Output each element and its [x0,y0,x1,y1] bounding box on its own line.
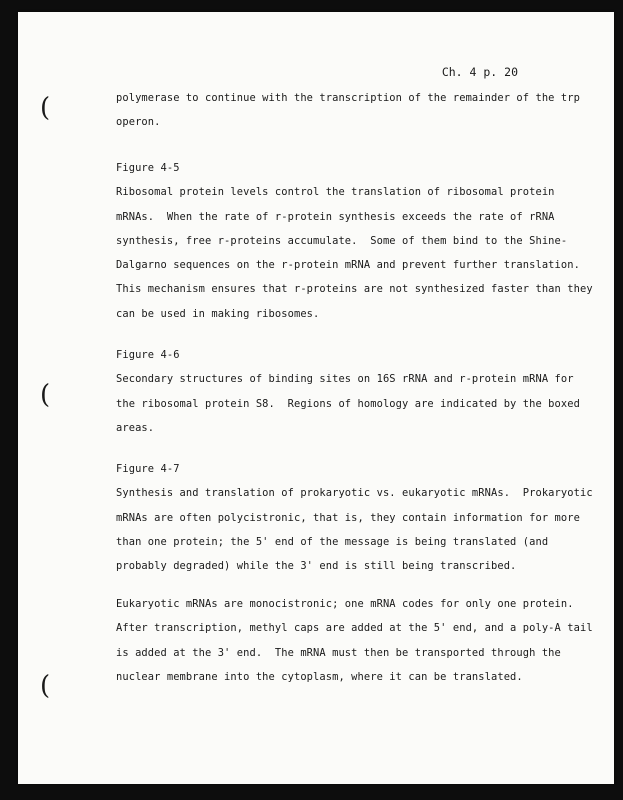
text-line: Dalgarno sequences on the r-protein mRNA and prevent further translation. [116,259,580,272]
paragraph-continuation [116,86,580,135]
text-line: nuclear membrane into the cytoplasm, where it can be translated. [116,670,523,683]
text-line: polymerase to continue with the transcription of the remainder of the trp [116,92,580,104]
paragraph-eukaryotic [116,592,593,689]
text-line: synthesis, free r-proteins accumulate. Some of them bind to the Shine- [116,234,568,247]
text-line: This mechanism ensures that r-proteins are not synthesized faster than they [116,283,593,296]
paper-sheet [18,12,614,784]
binder-hole-mark-bottom: ( [40,671,51,701]
text-line: mRNAs are often polycistronic, that is, they contain information for more [116,511,580,524]
text-line: Ribosomal protein levels control the translation of ribosomal protein [116,186,555,199]
figure-4-7-caption [116,457,593,578]
text-line: Secondary structures of binding sites on 16S rRNA and r-protein mRNA for [116,373,574,386]
figure-heading: Figure 4-7 [116,463,180,475]
text-line: Synthesis and translation of prokaryotic vs. eukaryotic mRNAs. Prokaryotic [116,487,593,500]
text-line: operon. [116,116,161,129]
text-line: After transcription, methyl caps are added at the 5' end, and a poly-A tail [116,622,593,635]
text-line: areas. [116,421,155,434]
binder-hole-mark-middle: ( [40,380,51,410]
figure-heading: Figure 4-6 [116,349,180,361]
text-line: than one protein; the 5' end of the message is being translated (and [116,535,549,548]
figure-4-5-caption [116,156,593,326]
text-line: probably degraded) while the 3' end is still being transcribed. [116,560,517,573]
figure-heading: Figure 4-5 [116,162,180,174]
figure-4-6-caption [116,343,580,440]
binder-hole-mark-top: ( [40,93,51,123]
text-line: is added at the 3' end. The mRNA must then be transported through the [116,646,561,659]
text-line: mRNAs. When the rate of r-protein synthesis exceeds the rate of rRNA [116,210,555,223]
text-line: Eukaryotic mRNAs are monocistronic; one mRNA codes for only one protein. [116,598,574,610]
text-line: the ribosomal protein S8. Regions of homology are indicated by the boxed [116,397,580,410]
page-header: Ch. 4 p. 20 [441,65,518,79]
text-line: can be used in making ribosomes. [116,307,320,320]
